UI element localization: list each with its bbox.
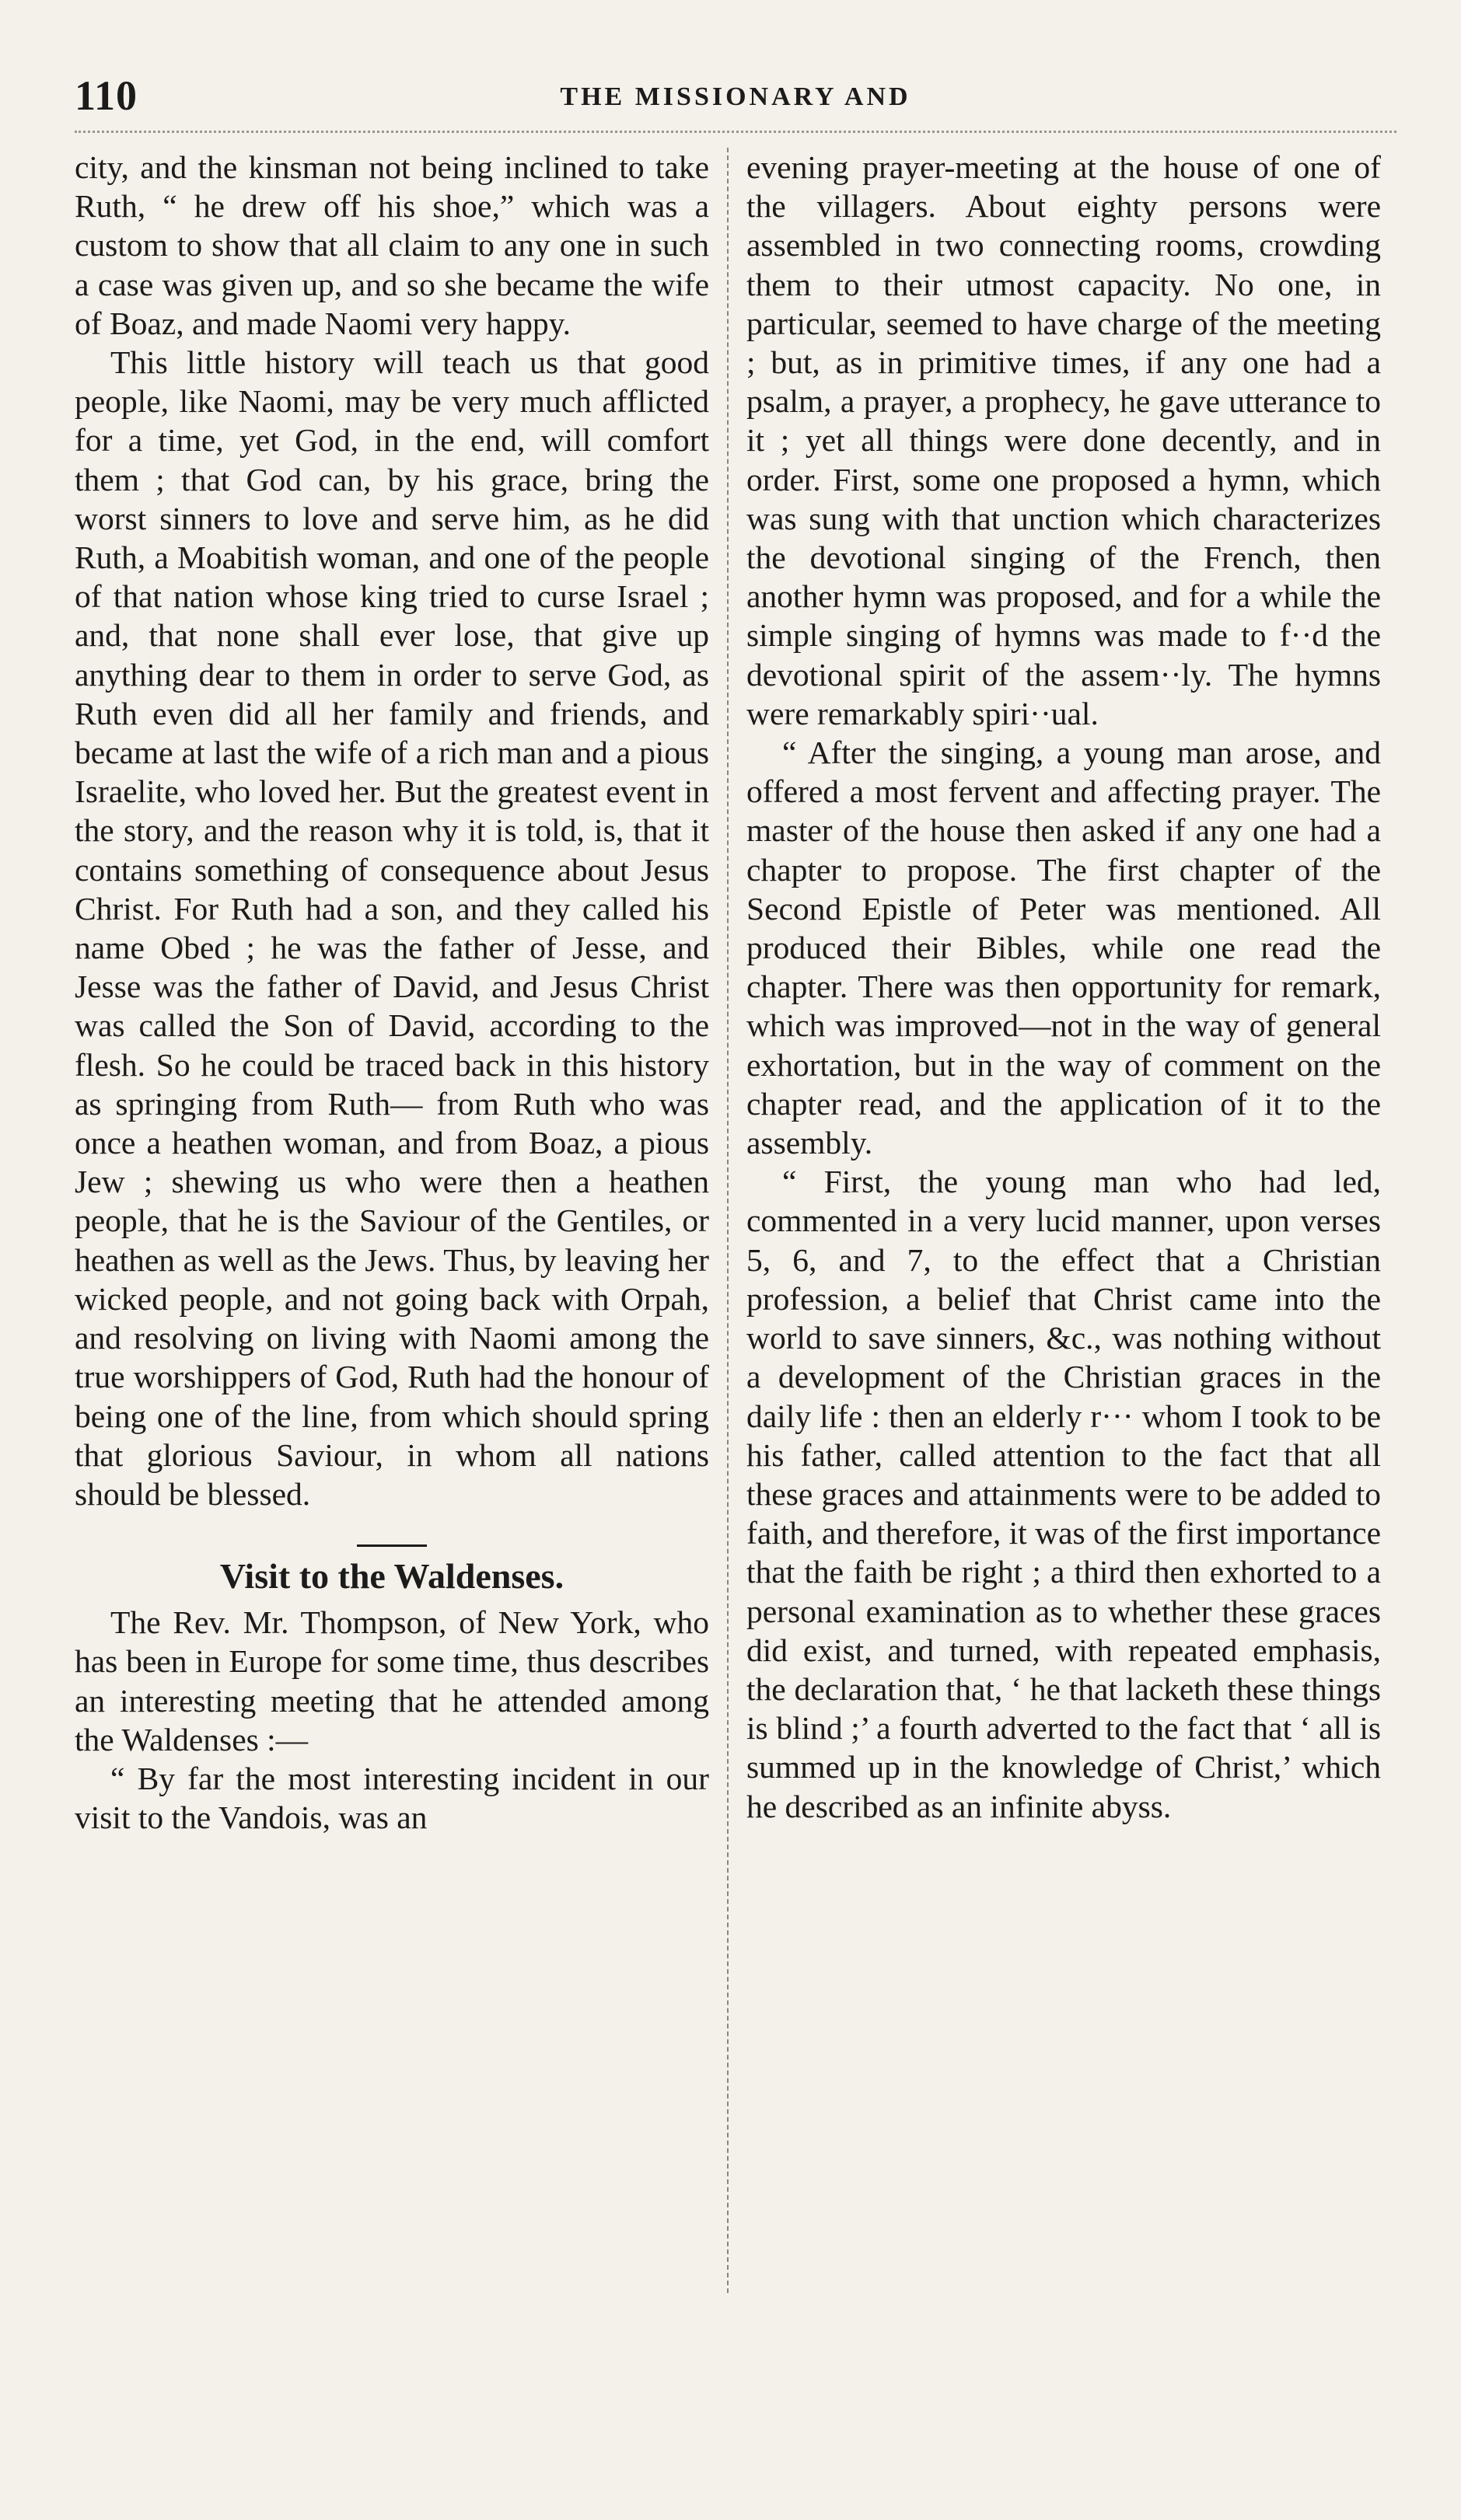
right-column [746, 148, 1381, 1826]
header-rule [75, 131, 1396, 138]
section-divider [357, 1544, 427, 1547]
running-title: THE MISSIONARY AND [560, 82, 911, 111]
page-header [75, 72, 1396, 126]
right-paragraph-1: evening prayer-meeting at the house of one of the villagers. About eighty persons were assembled in two connecting rooms, crowding them to their utmost capacity. No one, in particular, seemed to have charge of the meeting ; but, as in primitive times, if any one had a psalm, a prayer, a prophecy, he gave utterance to it ; yet all things were done decently, and in order. First, some one proposed a hymn, which was sung with that unction which characterizes the devotional singing of the French, then another hymn was proposed, and for a while the simple singing of hymns was made to f··d the devotional spirit of the assem··ly. The hymns were remarkably spiri··ual. [746, 149, 1381, 731]
left-paragraph-3: The Rev. Mr. Thompson, of New York, who has been in Europe for some time, thus describes an interesting meeting that he attended among the Waldenses :— [75, 1604, 709, 1757]
left-paragraph-1: city, and the kinsman not being inclined to take Ruth, “ he drew off his shoe,” which was a custom to show that all claim to any one in such a case was given up, and so she became the wife of Boaz, and made Naomi very happy. [75, 149, 709, 341]
left-paragraph-2: This little history will teach us that good people, like Naomi, may be very much afflicted for a time, yet God, in the end, will comfort them ; that God can, by his grace, bring the worst sinners to love and serve him, as he did Ruth, a Moabitish woman, and one of the people of that nation whose king tried to curse Israel ; and, that none shall ever lose, that give up anything dear to them in order to serve God, as Ruth even did all her family and friends, and became at last the wife of a rich man and a pious Israelite, who loved her. But the greatest event in the story, and the reason why it is told, is, that it contains something of consequence about Jesus Christ. For Ruth had a son, and they called his name Obed ; he was the father of Jesse, and Jesse was the father of David, and Jesus Christ was called the Son of David, according to the flesh. So he could be traced back in this history as springing from Ruth— from Ruth who was once a heathen woman, and from Boaz, a pious Jew ; shewing us who were then a heathen people, that he is the Saviour of the Gentiles, or heathen as well as the Jews. Thus, by leaving her wicked people, and not going back with Orpah, and resolving on living with Naomi among the true worshippers of God, Ruth had the honour of being one of the line, from which should spring that glorious Saviour, in whom all nations should be blessed. [75, 344, 709, 1512]
column-divider [727, 148, 729, 2293]
page-number: 110 [75, 72, 138, 119]
left-column [75, 148, 709, 1837]
left-paragraph-4: “ By far the most interesting incident in our visit to the Vandois, was an [75, 1760, 709, 1836]
section-title: Visit to the Waldenses. [219, 1556, 564, 1597]
right-paragraph-2: “ After the singing, a young man arose, and offered a most fervent and affecting prayer. The master of the house then asked if any one had a chapter to propose. The first chapter of the Second Epistle of Peter was mentioned. All produced their Bibles, while one read the chapter. There was then opportunity for remark, which was improved—not in the way of general exhortation, but in the way of comment on the chapter read, and the application of it to the assembly. [746, 735, 1381, 1161]
right-paragraph-3: “ First, the young man who had led, commented in a very lucid manner, upon verses 5, 6, and 7, to the effect that a Christian profession, a belief that Christ came into the world to save sinners, &c., was nothing without a development of the Christian graces in the daily life : then an elderly r··· whom I took to be his father, called attention to the fact that all these graces and attainments were to be added to faith, and therefore, it was of the first importance that the faith be right ; a third then exhorted to a personal examination as to whether these graces did exist, and turned, with repeated emphasis, the declaration that, ‘ he that lacketh these things is blind ;’ a fourth adverted to the fact that ‘ all is summed up in the knowledge of Christ,’ which he described as an infinite abyss. [746, 1164, 1381, 1824]
